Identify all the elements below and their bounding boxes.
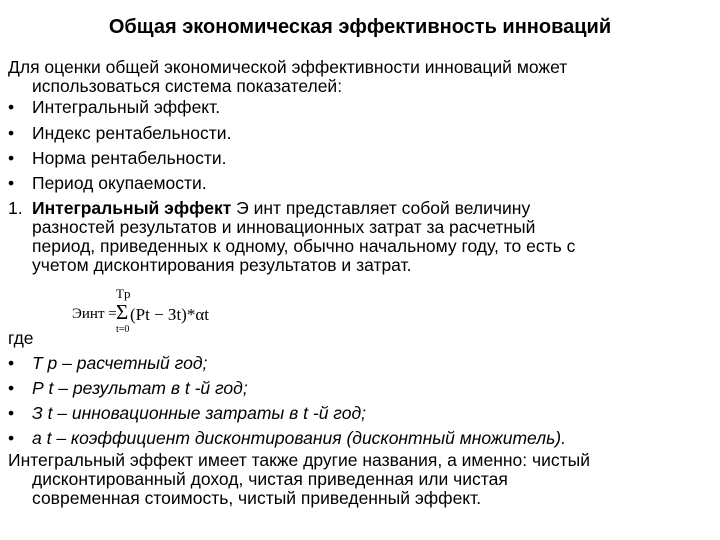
integral-effect-formula xyxy=(72,286,242,336)
item-number: 1. xyxy=(8,198,23,218)
bullet: • xyxy=(8,148,15,168)
indicator-label: Норма рентабельности. xyxy=(32,148,227,168)
bullet: • xyxy=(8,97,15,117)
closing-line-3: современная стоимость, чистый приведенный эффект. xyxy=(32,488,482,508)
formula-lhs: Эинт = xyxy=(72,306,117,322)
indicator-label: Индекс рентабельности. xyxy=(32,123,232,143)
indicator-item xyxy=(8,149,227,168)
closing-line-1: Интегральный эффект имеет также другие названия, а именно: чистый xyxy=(8,450,590,470)
definition-item xyxy=(8,429,566,448)
bullet: • xyxy=(8,378,15,398)
bullet: • xyxy=(8,428,15,448)
formula-lower-limit: t=0 xyxy=(116,324,130,335)
formula-body: (Pt − Зt)*αt xyxy=(130,305,209,324)
bullet: • xyxy=(8,123,15,143)
item1-line-3: период, приведенных к одному, обычно начальному году, то есть с xyxy=(32,236,576,256)
definition-text: З t – инновационные затраты в t -й год; xyxy=(32,403,367,423)
bullet: • xyxy=(8,173,15,193)
indicator-item xyxy=(8,174,207,193)
item1-line-1 xyxy=(8,199,530,218)
item-text: Э инт представляет собой величину xyxy=(231,198,531,218)
bullet: • xyxy=(8,403,15,423)
indicator-label: Интегральный эффект. xyxy=(32,97,221,117)
item1-line-4: учетом дисконтирования результатов и затрат. xyxy=(32,255,412,275)
definition-text: Р t – результат в t -й год; xyxy=(32,378,248,398)
slide-title: Общая экономическая эффективность инноваций xyxy=(108,16,612,38)
intro-line-2: использоваться система показателей: xyxy=(32,76,343,96)
item1-line-2: разностей результатов и инновационных затрат за расчетный xyxy=(32,217,536,237)
indicator-label: Период окупаемости. xyxy=(32,173,207,193)
indicator-item xyxy=(8,98,220,117)
definition-item xyxy=(8,379,248,398)
definition-text: Т р – расчетный год; xyxy=(32,353,208,373)
definition-item xyxy=(8,404,366,423)
where-label: где xyxy=(8,328,34,348)
bullet: • xyxy=(8,353,15,373)
indicator-item xyxy=(8,124,231,143)
item-term: Интегральный эффект xyxy=(32,198,232,218)
formula-sigma: Σ xyxy=(116,300,129,324)
closing-line-2: дисконтированный доход, чистая приведенная или чистая xyxy=(32,469,508,489)
formula-upper-limit: Tp xyxy=(116,286,131,301)
definition-text: a t – коэффициент дисконтирования (дисконтный множитель). xyxy=(32,428,566,448)
intro-line-1: Для оценки общей экономической эффективности инноваций может xyxy=(8,57,568,77)
definition-item xyxy=(8,354,207,373)
